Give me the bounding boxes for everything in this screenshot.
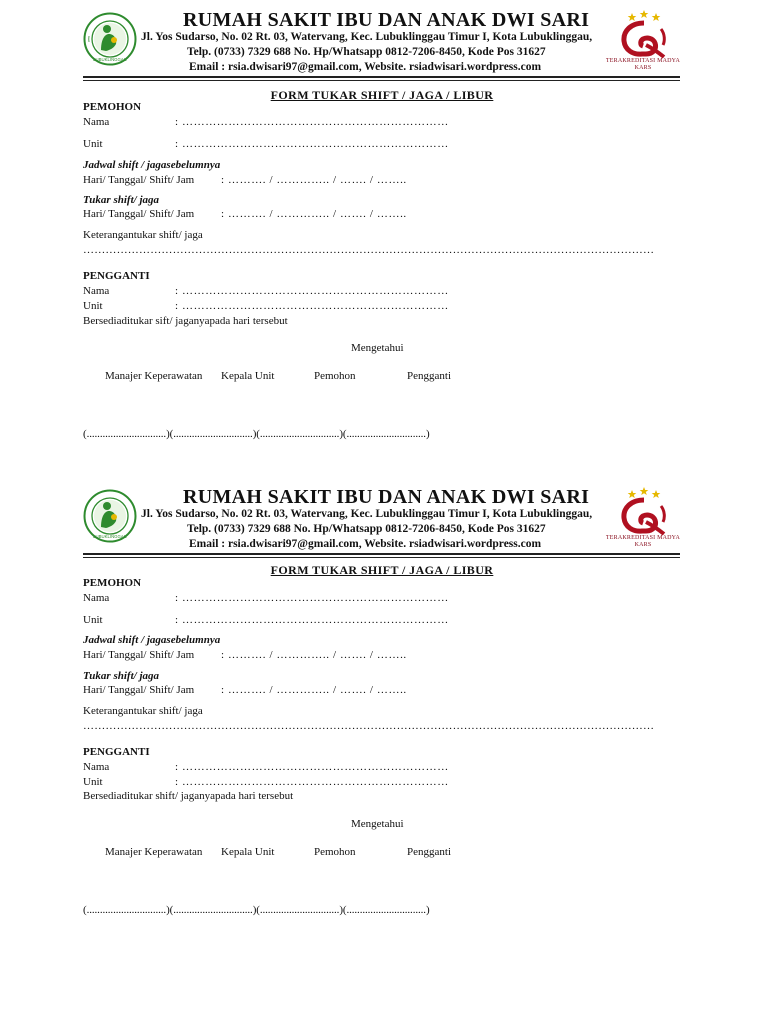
header-rule bbox=[83, 76, 680, 78]
accreditation-label: TERAKREDITASI MADYA KARS bbox=[605, 535, 681, 548]
keterangan-label: Keterangantukar shift/ jaga bbox=[83, 705, 203, 717]
pengganti-heading: PENGGANTI bbox=[83, 270, 150, 282]
address-line: Jl. Yos Sudarso, No. 02 Rt. 03, Watervang, Kec. Lubuklinggau Timur I, Kota Lubuklinggau, bbox=[141, 31, 593, 43]
keterangan-field[interactable]: ……………………………………………………………………………………………………………………………………… bbox=[83, 244, 655, 256]
pemohon-heading: PEMOHON bbox=[83, 577, 142, 589]
nama-label: Nama bbox=[83, 592, 110, 604]
pengganti-unit-field[interactable]: : …………………………………………………………… bbox=[175, 776, 449, 788]
email-line: Email : rsia.dwisari97@gmail.com, Website. rsiadwisari.wordpress.com bbox=[189, 538, 542, 550]
form-title: FORM TUKAR SHIFT / JAGA / LIBUR bbox=[270, 563, 494, 577]
email-line: Email : rsia.dwisari97@gmail.com, Website. rsiadwisari.wordpress.com bbox=[189, 61, 542, 73]
contact-line: Telp. (0733) 7329 688 No. Hp/Whatsapp 0812-7206-8450, Kode Pos 31627 bbox=[187, 523, 546, 535]
pengganti-nama-field[interactable]: : …………………………………………………………… bbox=[175, 285, 449, 297]
nama-label: Nama bbox=[83, 285, 110, 297]
hari-label: Hari/ Tanggal/ Shift/ Jam bbox=[83, 174, 195, 186]
keterangan-field[interactable]: ……………………………………………………………………………………………………………………………………… bbox=[83, 720, 655, 732]
signer-manajer: Manajer Keperawatan bbox=[105, 370, 203, 382]
form-bottom bbox=[0, 477, 768, 953]
svg-text:LUBUKLINGGAU: LUBUKLINGGAU bbox=[93, 57, 127, 62]
accreditation-label: TERAKREDITASI MADYA KARS bbox=[605, 58, 681, 71]
jadwal-heading: Jadwal shift / jagasebelumnya bbox=[83, 634, 221, 646]
signer-manajer: Manajer Keperawatan bbox=[105, 846, 203, 858]
jadwal-field[interactable]: : ………. / ………….. / ……. / …….. bbox=[221, 174, 407, 186]
bersedia-text: Bersediaditukar sift/ jaganyapada hari tersebut bbox=[83, 315, 288, 327]
nama-label: Nama bbox=[83, 116, 110, 128]
nama-label: Nama bbox=[83, 761, 110, 773]
hospital-name: RUMAH SAKIT IBU DAN ANAK DWI SARI bbox=[183, 9, 590, 31]
hari-label: Hari/ Tanggal/ Shift/ Jam bbox=[83, 208, 195, 220]
header-rule bbox=[83, 553, 680, 555]
bersedia-text: Bersediaditukar shift/ jaganyapada hari tersebut bbox=[83, 790, 294, 802]
svg-text:LUBUKLINGGAU: LUBUKLINGGAU bbox=[93, 534, 127, 539]
unit-field[interactable]: : …………………………………………………………… bbox=[175, 614, 449, 626]
hari-label: Hari/ Tanggal/ Shift/ Jam bbox=[83, 684, 195, 696]
tukar-heading: Tukar shift/ jaga bbox=[83, 670, 159, 682]
address-line: Jl. Yos Sudarso, No. 02 Rt. 03, Watervang, Kec. Lubuklinggau Timur I, Kota Lubuklinggau, bbox=[141, 508, 593, 520]
nama-field[interactable]: : …………………………………………………………… bbox=[175, 592, 449, 604]
signer-kepala-unit: Kepala Unit bbox=[221, 370, 275, 382]
unit-field[interactable]: : …………………………………………………………… bbox=[175, 138, 449, 150]
form-top bbox=[0, 0, 768, 476]
keterangan-label: Keterangantukar shift/ jaga bbox=[83, 229, 203, 241]
hari-label: Hari/ Tanggal/ Shift/ Jam bbox=[83, 649, 195, 661]
nama-field[interactable]: : …………………………………………………………… bbox=[175, 116, 449, 128]
signer-pemohon: Pemohon bbox=[314, 370, 356, 382]
pengganti-heading: PENGGANTI bbox=[83, 746, 150, 758]
unit-label: Unit bbox=[83, 138, 103, 150]
jadwal-field[interactable]: : ………. / ………….. / ……. / …….. bbox=[221, 649, 407, 661]
hospital-logo-icon bbox=[83, 489, 137, 543]
pengganti-nama-field[interactable]: : …………………………………………………………… bbox=[175, 761, 449, 773]
tukar-field[interactable]: : ………. / ………….. / ……. / …….. bbox=[221, 684, 407, 696]
unit-label: Unit bbox=[83, 776, 103, 788]
signer-pemohon: Pemohon bbox=[314, 846, 356, 858]
mengetahui-label: Mengetahui bbox=[351, 818, 404, 830]
hospital-logo-icon bbox=[83, 12, 137, 66]
header-rule-thin bbox=[83, 80, 680, 81]
unit-label: Unit bbox=[83, 300, 103, 312]
pengganti-unit-field[interactable]: : …………………………………………………………… bbox=[175, 300, 449, 312]
unit-label: Unit bbox=[83, 614, 103, 626]
signer-pengganti: Pengganti bbox=[407, 846, 451, 858]
header-rule-thin bbox=[83, 557, 680, 558]
jadwal-heading: Jadwal shift / jagasebelumnya bbox=[83, 159, 221, 171]
signature-lines[interactable]: (..............................)(..............................)(..............................)(..............................) bbox=[83, 428, 430, 440]
contact-line: Telp. (0733) 7329 688 No. Hp/Whatsapp 0812-7206-8450, Kode Pos 31627 bbox=[187, 46, 546, 58]
form-title: FORM TUKAR SHIFT / JAGA / LIBUR bbox=[270, 88, 494, 102]
tukar-field[interactable]: : ………. / ………….. / ……. / …….. bbox=[221, 208, 407, 220]
pemohon-heading: PEMOHON bbox=[83, 101, 142, 113]
hospital-name: RUMAH SAKIT IBU DAN ANAK DWI SARI bbox=[183, 486, 590, 508]
signature-lines[interactable]: (..............................)(..............................)(..............................)(..............................) bbox=[83, 904, 430, 916]
mengetahui-label: Mengetahui bbox=[351, 342, 404, 354]
signer-kepala-unit: Kepala Unit bbox=[221, 846, 275, 858]
tukar-heading: Tukar shift/ jaga bbox=[83, 194, 159, 206]
signer-pengganti: Pengganti bbox=[407, 370, 451, 382]
